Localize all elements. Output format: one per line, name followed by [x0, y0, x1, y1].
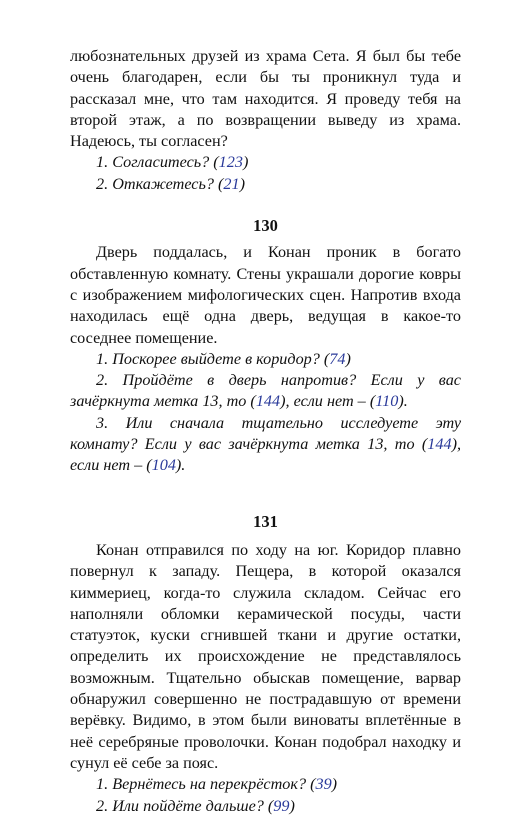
section-131: [70, 511, 461, 817]
link-123[interactable]: 123: [218, 153, 243, 172]
choice-text: 2. Откажетесь? (: [96, 174, 224, 193]
choice-text: ), если нет – (: [280, 392, 376, 411]
choice-agree[interactable]: [70, 152, 461, 173]
section-number: 131: [253, 511, 278, 531]
link-110[interactable]: 110: [375, 392, 399, 411]
choice-text: 2. Или пойдёте дальше? (: [96, 796, 274, 815]
link-104[interactable]: 104: [151, 456, 176, 475]
choice-door-opposite[interactable]: [70, 370, 461, 413]
choice-text: ): [289, 796, 295, 815]
link-39[interactable]: 39: [315, 775, 332, 794]
choice-text: ): [345, 349, 351, 368]
choice-text: ): [242, 153, 249, 172]
choice-search-room[interactable]: [70, 413, 461, 477]
link-144[interactable]: 144: [427, 435, 452, 454]
link-21[interactable]: 21: [223, 174, 240, 193]
link-74[interactable]: 74: [329, 349, 346, 368]
section-paragraph: Дверь поддалась, и Конан проник в богато обставленную комнату. Стены украшали дорогие ковры с изображением мифологических сцен. Напротив входа находилась ещё одна дверь, ведущая в какое-то соседнее помещение.: [70, 243, 461, 347]
choice-text: 3. Или сначала тщательно исследуете эту комнату? Если у вас зачёркнута метка 13, то (: [70, 413, 461, 454]
choice-text: 1. Вернётесь на перекрёсток? (: [96, 775, 316, 794]
choice-text: ), если нет – (: [70, 435, 461, 475]
choice-text: 1. Поскорее выйдете в коридор? (: [96, 349, 330, 368]
choice-return-crossroads[interactable]: [70, 774, 461, 795]
choice-text: ).: [398, 392, 408, 411]
choice-text: ): [239, 174, 245, 193]
section-paragraph: Конан отправился по ходу на юг. Коридор плавно повернул к западу. Пещера, в которой оказался киммериец, когда-то служила складом. Сейчас его наполняли обломки керамической посуды, части статуэток, куски сгнившей ткани и другие остатки, определить их происхождение не представлялось возможным. Тщательно обыскав помещение, варвар обнаружил совершенно не пострадавшую от времени верёвку. Видимо, в этом были виноваты вплетённые в неё серебряные проволочки. Конан подобрал находку и сунул её себе за пояс.: [70, 540, 461, 772]
choice-corridor[interactable]: [70, 349, 461, 370]
choice-text: ).: [175, 456, 186, 475]
intro-section: [70, 46, 461, 195]
link-99[interactable]: 99: [273, 796, 290, 815]
choice-text: 1. Согласитесь? (: [96, 153, 219, 172]
choice-refuse[interactable]: [70, 174, 461, 195]
choice-go-further[interactable]: [70, 796, 461, 817]
intro-paragraph: любознательных друзей из храма Сета. Я был бы тебе очень благодарен, если бы ты проникнул туда и рассказал мне, что там находится. Я проведу тебя на второй этаж, а по возвращении выведу из храма. Надеюсь, ты согласен?: [70, 47, 461, 151]
choice-text: ): [331, 775, 338, 794]
link-144[interactable]: 144: [255, 392, 281, 411]
choice-text: 2. Пройдёте в дверь напротив? Если у вас зачёркнута метка 13, то (: [70, 371, 461, 411]
section-130: [70, 215, 461, 477]
section-number: 130: [253, 216, 278, 236]
